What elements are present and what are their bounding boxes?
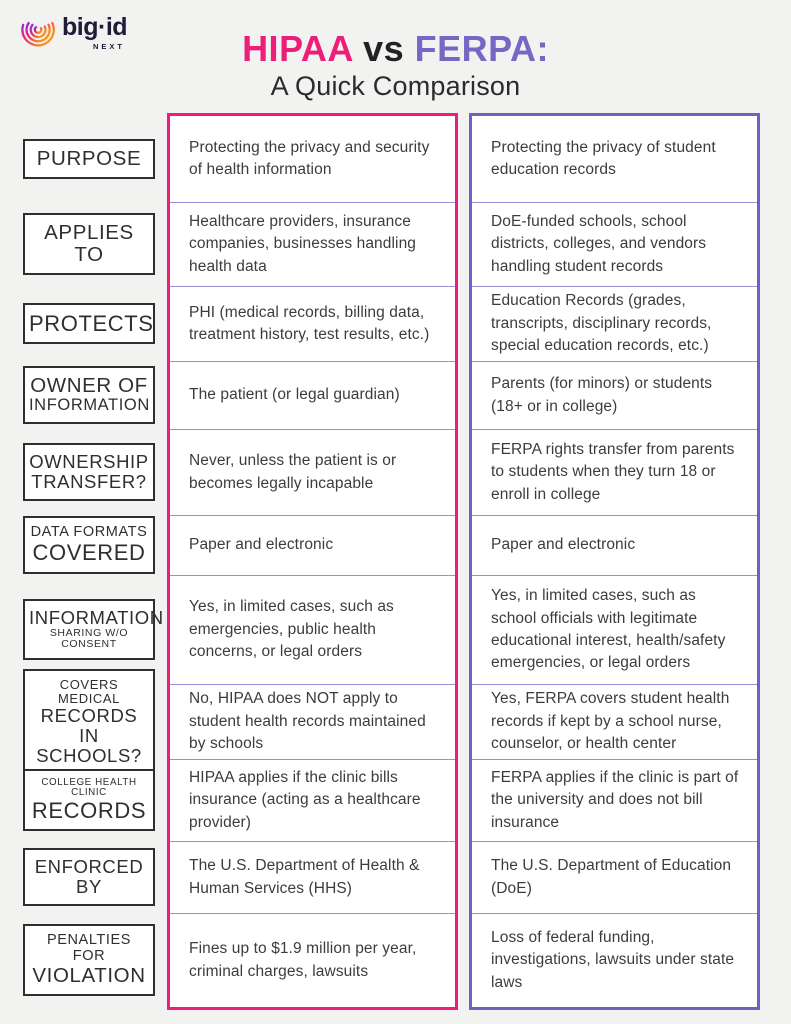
ferpa-cell: Protecting the privacy of student education records	[491, 138, 716, 178]
ferpa-cell: Parents (for minors) or students (18+ or in college)	[472, 361, 757, 429]
hipaa-cell: PHI (medical records, billing data, treatment history, test results, etc.)	[170, 286, 455, 361]
hipaa-cell: No, HIPAA does NOT apply to student health records maintained by schools	[170, 684, 455, 759]
row-label-line: OWNER OF	[30, 374, 148, 398]
row-label-box	[23, 516, 155, 573]
row-label-box	[23, 848, 155, 906]
row-label-box	[23, 924, 155, 995]
logo-next-text: NEXT	[93, 42, 126, 51]
row-label-line: COLLEGE HEALTH CLINIC	[41, 776, 137, 799]
row-label-box	[23, 213, 155, 275]
title-hipaa: HIPAA	[242, 28, 353, 69]
row-label-box	[23, 303, 155, 345]
row-label-line: APPLIES TO	[44, 220, 134, 266]
row-label-box	[23, 599, 164, 660]
row-label-line: RECORDS	[31, 797, 147, 823]
row-label-box	[23, 443, 155, 501]
row-label-box	[23, 769, 155, 832]
row-label-cell	[22, 116, 156, 202]
row-label-line: SCHOOLS?	[36, 744, 142, 766]
ferpa-cell: Yes, in limited cases, such as school officials with legitimate educational interest, health/safety emergencies, or legal orders	[472, 575, 757, 684]
row-label-line: COVERED	[32, 539, 146, 565]
row-label-box	[23, 669, 155, 775]
row-label-line: COVERS MEDICAL	[58, 676, 120, 706]
title-ferpa: FERPA:	[414, 28, 549, 69]
row-label-line: INFORMATION	[29, 396, 150, 415]
row-label-line: DATA FORMATS	[30, 524, 148, 541]
row-label-line: ENFORCED BY	[34, 856, 144, 897]
hipaa-cell: The U.S. Department of Health & Human Services (HHS)	[170, 841, 455, 913]
ferpa-cell: Yes, FERPA covers student health records if kept by a school nurse, counselor, or health center	[472, 684, 757, 759]
hipaa-cell: Healthcare providers, insurance companies, businesses handling health data	[170, 202, 455, 286]
hipaa-cell: Yes, in limited cases, such as emergencies, public health concerns, or legal orders	[170, 575, 455, 684]
ferpa-cell: Education Records (grades, transcripts, disciplinary records, special education records, etc.)	[472, 286, 757, 361]
ferpa-cell: FERPA applies if the clinic is part of the university and does not bill insurance	[472, 759, 757, 841]
row-label-line: INFORMATION	[29, 607, 164, 629]
row-label-cell	[22, 202, 156, 286]
row-label-line: OWNERSHIP	[29, 451, 149, 473]
row-label-line: PENALTIES FOR	[46, 932, 132, 964]
logo-brand-text: big·id	[62, 13, 128, 41]
ferpa-cell: DoE-funded schools, school districts, colleges, and vendors handling student records	[472, 202, 757, 286]
row-label-cell	[22, 676, 156, 766]
hipaa-cell: Never, unless the patient is or becomes legally incapable	[170, 429, 455, 515]
row-label-line: RECORDS IN	[40, 704, 138, 746]
row-label-box	[23, 139, 155, 179]
hipaa-cell: The patient (or legal guardian)	[170, 361, 455, 429]
row-label-cell	[22, 913, 156, 1007]
page-subtitle: A Quick Comparison	[270, 71, 521, 101]
hipaa-cell: Protecting the privacy and security of health information	[189, 138, 430, 178]
ferpa-cell: Loss of federal funding, investigations, lawsuits under state laws	[472, 913, 757, 1007]
ferpa-cell: The U.S. Department of Education (DoE)	[472, 841, 757, 913]
hipaa-cell: Paper and electronic	[170, 515, 455, 575]
row-label-cell	[22, 759, 156, 841]
title-block	[0, 28, 791, 102]
row-label-line: SHARING W/O CONSENT	[49, 627, 129, 651]
page-header	[0, 0, 791, 110]
comparison-table	[0, 113, 791, 1010]
row-label-cell	[22, 429, 156, 515]
ferpa-cell: FERPA rights transfer from parents to students when they turn 18 or enroll in college	[472, 429, 757, 515]
row-label-line: PURPOSE	[36, 146, 142, 170]
row-label-cell	[22, 286, 156, 361]
ferpa-column	[469, 113, 760, 1010]
page-title	[0, 28, 791, 70]
row-label-cell	[22, 361, 156, 429]
row-labels-column	[22, 113, 164, 1007]
row-label-line: TRANSFER?	[31, 471, 147, 492]
hipaa-cell: HIPAA applies if the clinic bills insurance (acting as a healthcare provider)	[170, 759, 455, 841]
ferpa-cell: Paper and electronic	[472, 515, 757, 575]
row-label-line: VIOLATION	[32, 963, 146, 987]
hipaa-cell: Fines up to $1.9 million per year, criminal charges, lawsuits	[170, 913, 455, 1007]
row-label-cell	[22, 841, 156, 913]
row-label-box	[23, 366, 155, 424]
hipaa-column	[167, 113, 458, 1010]
row-label-line: PROTECTS	[29, 310, 154, 336]
row-label-cell	[22, 515, 156, 575]
title-vs: vs	[352, 28, 415, 69]
